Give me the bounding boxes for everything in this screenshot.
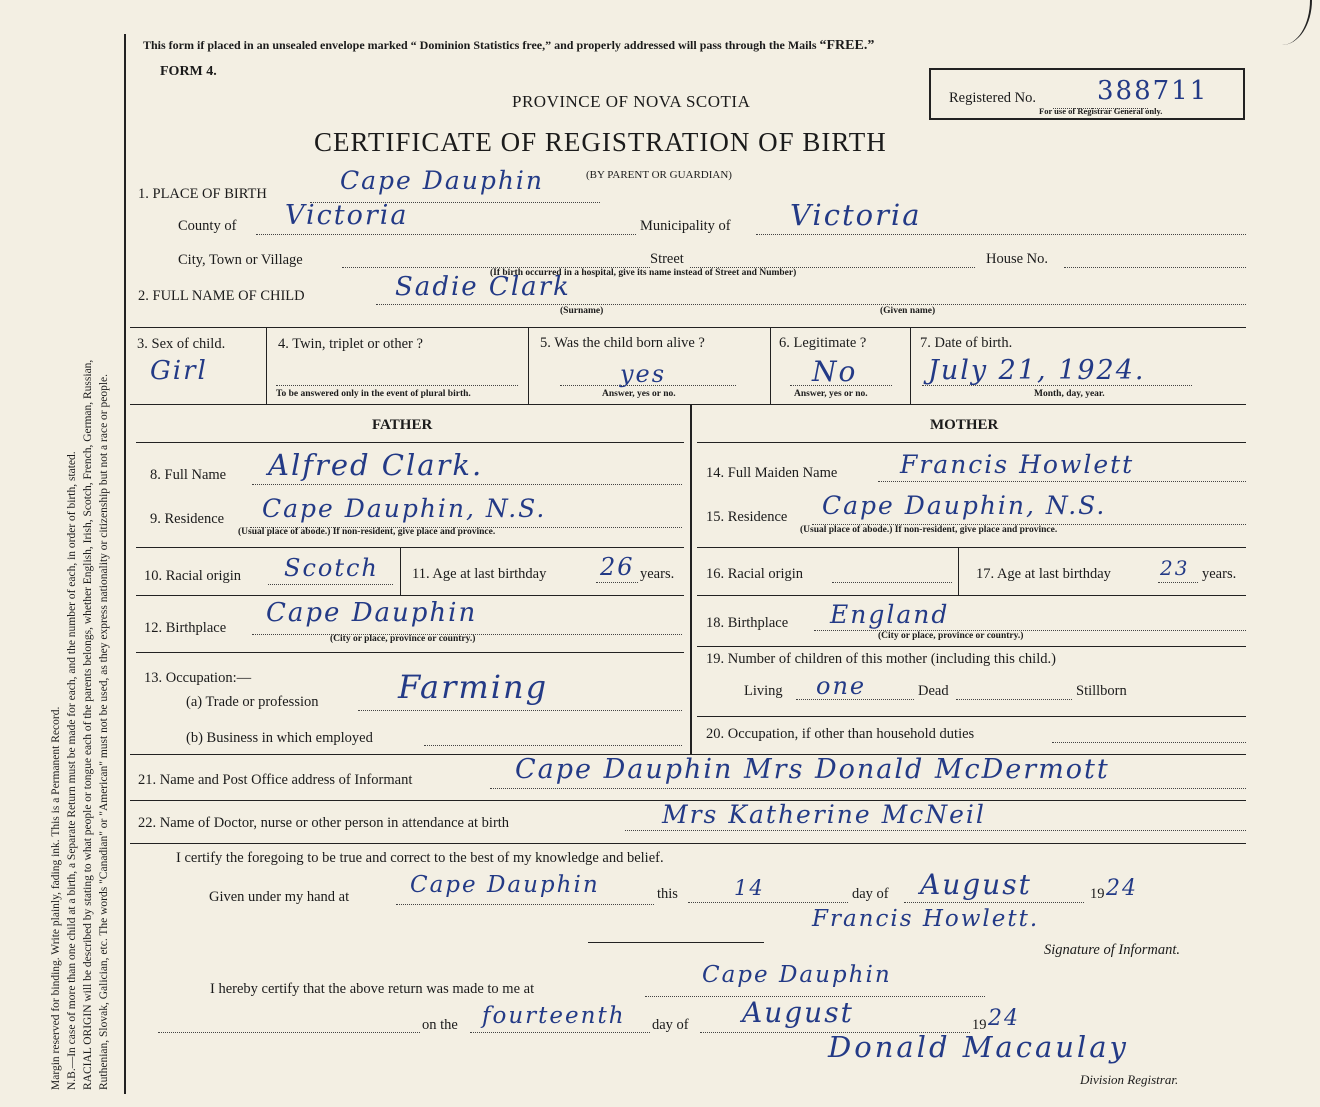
- registrar-on-the-label: on the: [422, 1017, 458, 1033]
- registrar-year-suffix: 24: [988, 1006, 1020, 1031]
- mother-row-rule-4: [697, 716, 1246, 717]
- informant-label: 21. Name and Post Office address of Informant: [138, 772, 413, 788]
- informant-signature: Francis Howlett.: [812, 906, 1040, 932]
- margin-note-racial-origin-cont: Ruthenian, Slovak, Galician, etc. The words "Canadian" or "American" must not be used, as they express nationality or citizenship but not a race or people.: [98, 373, 110, 1090]
- father-name-label: 8. Full Name: [150, 467, 227, 483]
- stillborn-label: Stillborn: [1076, 683, 1127, 699]
- legitimate-note: Answer, yes or no.: [794, 389, 868, 399]
- registered-value: 388711: [1097, 76, 1209, 106]
- mother-name-line: [878, 481, 1246, 482]
- mother-name-value: Francis Howlett: [900, 450, 1135, 479]
- box-divider-3: [770, 327, 771, 404]
- county-line: [256, 234, 636, 235]
- registered-label: Registered No.: [949, 90, 1036, 106]
- sex-label: 3. Sex of child.: [137, 336, 226, 352]
- father-name-value: Alfred Clark.: [268, 448, 484, 482]
- hospital-note: (If birth occurred in a hospital, give its name instead of Street and Number): [490, 268, 797, 278]
- mother-heading-rule: [697, 442, 1246, 443]
- dob-note: Month, day, year.: [1034, 389, 1105, 399]
- section-rule-certify: [130, 843, 1246, 844]
- father-residence-value: Cape Dauphin, N.S.: [262, 494, 547, 523]
- county-value: Victoria: [285, 200, 409, 231]
- given-place-line: [396, 904, 654, 905]
- child-name-line: [376, 304, 1246, 305]
- father-race-label: 10. Racial origin: [144, 568, 242, 584]
- mother-birthplace-label: 18. Birthplace: [706, 615, 789, 631]
- given-day-line: [688, 902, 848, 903]
- father-residence-label: 9. Residence: [150, 511, 225, 527]
- registrar-place-value: Cape Dauphin: [702, 962, 892, 988]
- father-age-line: [596, 582, 638, 583]
- place-of-birth-value: Cape Dauphin: [340, 166, 545, 195]
- twin-note: To be answered only in the event of plural birth.: [276, 389, 471, 399]
- mother-occupation-line: [1052, 742, 1246, 743]
- box-divider-1: [266, 327, 267, 404]
- given-day-of-label: day of: [852, 886, 889, 902]
- father-name-line: [252, 484, 682, 485]
- margin-note-binding: Margin reserved for binding. Write plainly, fading ink. This is a Permanent Record.: [50, 706, 62, 1090]
- alive-note: Answer, yes or no.: [602, 389, 676, 399]
- given-day-value: 14: [734, 876, 765, 900]
- mother-residence-value: Cape Dauphin, N.S.: [822, 491, 1107, 520]
- certificate-title: CERTIFICATE OF REGISTRATION OF BIRTH: [314, 127, 887, 157]
- alive-value: yes: [620, 360, 667, 388]
- given-month-value: August: [920, 868, 1032, 901]
- living-value: one: [816, 672, 867, 700]
- father-row-rule-3: [136, 652, 684, 653]
- house-number-label: House No.: [986, 251, 1049, 267]
- dead-line: [956, 699, 1072, 700]
- father-race-line: [268, 584, 393, 585]
- twin-label: 4. Twin, triplet or other ?: [278, 336, 423, 352]
- registrar-caption: Division Registrar.: [1080, 1072, 1179, 1087]
- children-count-label: 19. Number of children of this mother (including this child.): [706, 651, 1056, 667]
- mother-row-rule-2: [697, 595, 1246, 596]
- municipality-line: [756, 234, 1246, 235]
- mother-birthplace-note: (City or place, province or country.): [878, 631, 1024, 641]
- father-occupation-label: 13. Occupation:—: [144, 670, 252, 686]
- father-trade-label: (a) Trade or profession: [186, 694, 319, 710]
- street-label: Street: [650, 251, 684, 267]
- registrar-year-prefix: 19: [972, 1017, 987, 1033]
- doctor-line: [625, 830, 1246, 831]
- mother-birthplace-value: England: [830, 600, 950, 629]
- mother-years-label: years.: [1202, 566, 1237, 582]
- blank-signature-line: [588, 942, 764, 943]
- registrar-signature: Donald Macaulay: [828, 1030, 1129, 1064]
- box-divider-2: [528, 327, 529, 404]
- father-mother-divider: [690, 404, 692, 754]
- boxes-bottom-border: [130, 404, 1246, 405]
- place-of-birth-label: 1. PLACE OF BIRTH: [138, 186, 267, 202]
- dob-label: 7. Date of birth.: [920, 335, 1013, 351]
- margin-note-plural-birth: N.B.—In case of more than one child at a birth, a Separate Return must be made for each, and the number of each, in order of birth, stated.: [66, 451, 78, 1090]
- mother-age-label: 17. Age at last birthday: [976, 566, 1111, 582]
- living-label: Living: [744, 683, 783, 699]
- child-name-value: Sadie Clark: [395, 272, 571, 302]
- given-this-label: this: [657, 886, 678, 902]
- father-race-age-divider: [400, 547, 401, 595]
- form-number: FORM 4.: [160, 64, 217, 79]
- certify-statement: I certify the foregoing to be true and correct to the best of my knowledge and belief.: [176, 850, 664, 866]
- alive-label: 5. Was the child born alive ?: [540, 335, 705, 351]
- mother-row-rule-3: [697, 646, 1246, 647]
- registrar-blank-line: [158, 1032, 420, 1033]
- city-label: City, Town or Village: [178, 252, 303, 268]
- mother-heading: MOTHER: [930, 417, 999, 433]
- mother-age-line: [1158, 582, 1198, 583]
- margin-note-racial-origin: RACIAL ORIGIN will be described by stating to what people or tongue each of the parents belongs, whether English, Irish, Scotch, French, German, Russian,: [82, 359, 94, 1090]
- given-month-line: [904, 902, 1084, 903]
- mother-residence-note: (Usual place of abode.) If non-resident, give place and province.: [800, 525, 1058, 535]
- mail-notice-free: “FREE.”: [819, 38, 875, 53]
- child-name-label: 2. FULL NAME OF CHILD: [138, 288, 305, 304]
- father-heading: FATHER: [372, 417, 433, 433]
- father-birthplace-label: 12. Birthplace: [144, 620, 227, 636]
- dob-value: July 21, 1924.: [928, 355, 1146, 386]
- mother-occupation-label: 20. Occupation, if other than household duties: [706, 726, 975, 742]
- registrar-use-note: For use of Registrar General only.: [1039, 106, 1163, 116]
- informant-signature-caption: Signature of Informant.: [1044, 942, 1181, 958]
- father-trade-line: [358, 710, 682, 711]
- sex-value: Girl: [150, 356, 208, 386]
- twin-line: [276, 385, 518, 386]
- mail-notice: This form if placed in an unsealed envelope marked “ Dominion Statistics free,” and properly addressed will pass through the Mails “FREE.”: [143, 38, 875, 53]
- given-place-value: Cape Dauphin: [410, 872, 600, 898]
- informant-line: [490, 788, 1246, 789]
- father-age-value: 26: [600, 553, 635, 581]
- surname-caption: (Surname): [560, 306, 604, 316]
- informant-value: Cape Dauphin Mrs Donald McDermott: [515, 754, 1110, 785]
- given-under-label: Given under my hand at: [209, 889, 350, 905]
- father-business-line: [424, 745, 682, 746]
- mother-row-rule-1: [697, 547, 1246, 548]
- mother-race-line: [832, 582, 952, 583]
- house-number-line: [1064, 267, 1246, 268]
- boxes-top-border: [130, 327, 1246, 328]
- father-birthplace-value: Cape Dauphin: [266, 598, 478, 628]
- mother-race-label: 16. Racial origin: [706, 566, 804, 582]
- given-year-suffix: 24: [1106, 876, 1138, 901]
- given-name-caption: (Given name): [880, 306, 936, 316]
- father-years-label: years.: [640, 566, 675, 582]
- doctor-label: 22. Name of Doctor, nurse or other person in attendance at birth: [138, 815, 510, 831]
- mother-age-value: 23: [1160, 556, 1190, 580]
- margin-notes: [48, 360, 112, 1090]
- father-birthplace-note: (City or place, province or country.): [330, 634, 476, 644]
- father-row-rule-1: [136, 547, 684, 548]
- father-row-rule-2: [136, 595, 684, 596]
- father-business-label: (b) Business in which employed: [186, 730, 373, 746]
- father-trade-value: Farming: [398, 668, 549, 706]
- registered-number-box: [929, 68, 1245, 120]
- mother-name-label: 14. Full Maiden Name: [706, 465, 838, 481]
- registrar-day-value: fourteenth: [482, 1003, 626, 1029]
- given-year-prefix: 19: [1090, 886, 1105, 902]
- father-heading-rule: [136, 442, 684, 443]
- father-age-label: 11. Age at last birthday: [412, 566, 547, 582]
- doctor-value: Mrs Katherine McNeil: [662, 800, 986, 829]
- box-divider-4: [910, 327, 911, 404]
- registrar-day-line: [470, 1032, 650, 1033]
- municipality-value: Victoria: [790, 198, 922, 232]
- dead-label: Dead: [918, 683, 949, 699]
- certificate-subtitle: (BY PARENT OR GUARDIAN): [586, 169, 732, 181]
- registrar-month-value: August: [742, 996, 854, 1029]
- father-residence-note: (Usual place of abode.) If non-resident, give place and province.: [238, 527, 496, 537]
- county-label: County of: [178, 218, 237, 234]
- legitimate-label: 6. Legitimate ?: [779, 335, 867, 351]
- province-heading: PROVINCE OF NOVA SCOTIA: [512, 92, 751, 111]
- mother-residence-label: 15. Residence: [706, 509, 788, 525]
- legitimate-value: No: [812, 355, 858, 388]
- registrar-statement: I hereby certify that the above return was made to me at: [210, 981, 535, 997]
- mother-race-age-divider: [958, 547, 959, 595]
- registrar-day-of-label: day of: [652, 1017, 689, 1033]
- father-race-value: Scotch: [284, 554, 379, 582]
- municipality-label: Municipality of: [640, 218, 731, 234]
